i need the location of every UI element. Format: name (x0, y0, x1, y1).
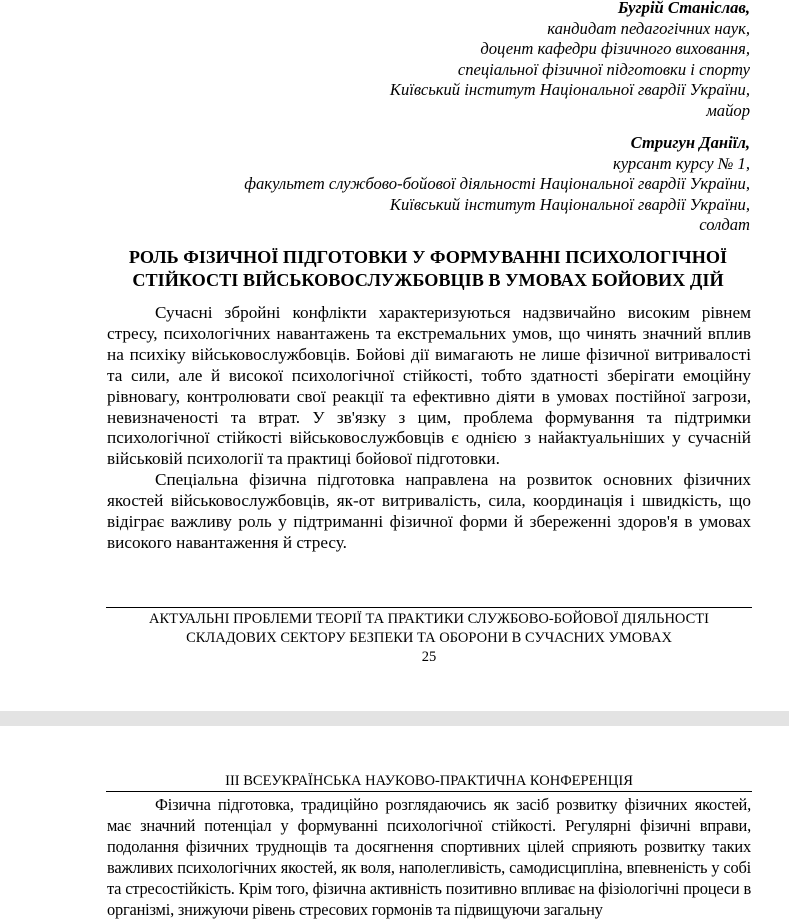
author-institution: Київський інститут Національної гвардії України, (389, 80, 750, 99)
author-name: Бугрій Станіслав, (617, 0, 750, 17)
document-page-2 (0, 726, 789, 921)
running-footer (106, 610, 752, 648)
author-rank: майор (706, 100, 750, 120)
article-body (107, 303, 751, 554)
body-paragraph: Сучасні збройні конфлікти характеризуються надзвичайно високим рівнем стресу, психологічних навантажень та екстремальних умов, що чинять значний вплив на психіку військовослужбовців. Бойові дії вимагають не лише фізичної витривалості та сили, але й високої психологічної стійкості, тобто здатності зберігати емоційну рівновагу, контролювати свої реакції та ефективно діяти в умовах постійної загрози, невизначеності та втрат. У зв'язку з цим, проблема формування та підтримки психологічної стійкості військовослужбовців є однією з найактуальніших у сучасній військовій психології та практиці бойової підготовки. (107, 303, 751, 469)
page-separator (0, 711, 789, 726)
footer-divider (106, 607, 752, 608)
body-paragraph: Спеціальна фізична підготовка направлена на розвиток основних фізичних якостей військовослужбовців, як-от витривалість, сила, координація і швидкість, що відіграє важливу роль у підтриманні фізичної форми й збереженні здоров'я в умовах високого навантаження й стресу. (107, 470, 751, 552)
article-title (106, 246, 750, 292)
author-department: спеціальної фізичної підготовки і спорту (457, 59, 750, 79)
article-title-line: РОЛЬ ФІЗИЧНОЇ ПІДГОТОВКИ У ФОРМУВАННІ ПСИХОЛОГІЧНОЇ (128, 247, 728, 267)
running-header: ІІІ ВСЕУКРАЇНСЬКА НАУКОВО-ПРАКТИЧНА КОНФЕРЕНЦІЯ (225, 773, 633, 789)
page-number: 25 (421, 649, 437, 665)
article-body (107, 794, 751, 920)
author-faculty: факультет службово-бойової діяльності Національної гвардії України, (244, 174, 750, 193)
body-paragraph: Фізична підготовка, традиційно розглядаючись як засіб розвитку фізичних якостей, має значний потенціал у формуванні психологічної стійкості. Регулярні фізичні вправи, подолання фізичних труднощів та досягнення спортивних цілей сприяють розвитку таких важливих психологічних якостей, як воля, наполегливість, самодисципліна, впевненість у собі та стресостійкість. Крім того, фізична активність позитивно впливає на фізіологічні процеси в організмі, знижуючи рівень стресових гормонів та підвищуючи загальну (107, 795, 751, 919)
author-institution: Київський інститут Національної гвардії України, (389, 194, 750, 214)
footer-line: СКЛАДОВИХ СЕКТОРУ БЕЗПЕКИ ТА ОБОРОНИ В СУЧАСНИХ УМОВАХ (186, 630, 672, 646)
header-divider (106, 791, 752, 792)
author-position: доцент кафедри фізичного виховання, (480, 39, 750, 58)
author-degree: кандидат педагогічних наук, (547, 18, 750, 38)
author-course: курсант курсу № 1, (612, 153, 750, 173)
footer-line: АКТУАЛЬНІ ПРОБЛЕМИ ТЕОРІЇ ТА ПРАКТИКИ СЛУЖБОВО-БОЙОВОЇ ДІЯЛЬНОСТІ (149, 611, 709, 627)
author-block-1 (390, 0, 750, 121)
author-block-2 (244, 133, 750, 236)
author-name: Стригун Даніїл, (630, 133, 750, 152)
author-rank: солдат (699, 215, 750, 234)
article-title-line: СТІЙКОСТІ ВІЙСЬКОВОСЛУЖБОВЦІВ В УМОВАХ БОЙОВИХ ДІЙ (132, 270, 724, 290)
